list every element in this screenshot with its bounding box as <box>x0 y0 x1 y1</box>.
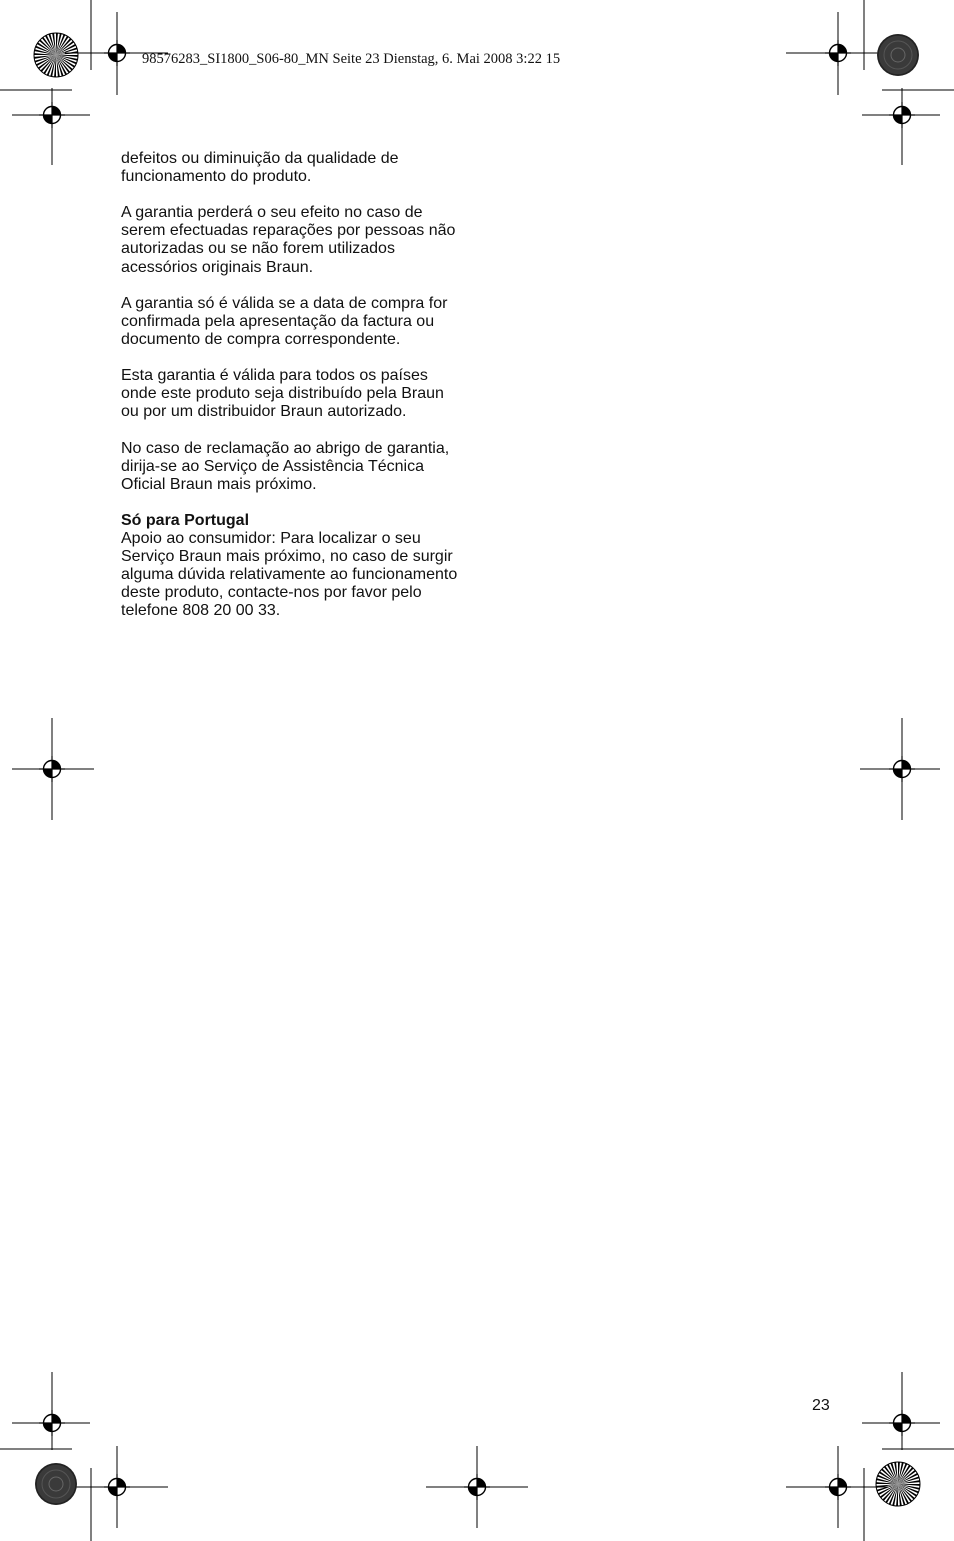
section-text: Apoio ao consumidor: Para localizar o seu Serviço Braun mais próximo, no caso de surgir alguma dúvida relativamente ao funcionamento deste produto, contacte-nos por favor pelo telefone 808 20 00 33. <box>121 529 458 620</box>
crosshair-circle-icon <box>825 1474 851 1500</box>
crosshair-circle-icon <box>39 756 65 782</box>
crosshair-circle-icon <box>889 1410 915 1436</box>
crosshair-circle-icon <box>104 40 130 66</box>
body-paragraph: No caso de reclamação ao abrigo de garantia, dirija-se ao Serviço de Assistência Técnica Oficial Braun mais próximo. <box>121 439 450 493</box>
body-paragraph: defeitos ou diminuição da qualidade de funcionamento do produto. <box>121 150 399 186</box>
body-paragraph: A garantia perderá o seu efeito no caso de serem efectuadas reparações por pessoas não autorizadas ou se não forem utilizados acessórios originais Braun. <box>121 204 456 276</box>
crosshair-circle-icon <box>889 756 915 782</box>
crosshair-circle-icon <box>104 1474 130 1500</box>
section-heading: Só para Portugal <box>121 511 250 529</box>
body-paragraph: Esta garantia é válida para todos os países onde este produto seja distribuído pela Braun ou por um distribuidor Braun autorizado. <box>121 367 444 421</box>
starburst-target-icon <box>876 1462 920 1506</box>
document-body <box>121 150 466 639</box>
portugal-section <box>121 512 466 621</box>
crosshair-circle-icon <box>464 1474 490 1500</box>
crosshair-circle-icon <box>39 102 65 128</box>
crosshair-circle-icon <box>889 102 915 128</box>
crosshair-circle-icon <box>39 1410 65 1436</box>
print-slug: 98576283_SI1800_S06-80_MN Seite 23 Dienstag, 6. Mai 2008 3:22 15 <box>142 51 561 67</box>
density-dot-icon <box>35 1463 77 1505</box>
density-dot-icon <box>877 34 919 76</box>
body-paragraph: A garantia só é válida se a data de compra for confirmada pela apresentação da factura ou documento de compra correspondente. <box>121 294 448 348</box>
starburst-target-icon <box>34 33 78 77</box>
crosshair-circle-icon <box>825 40 851 66</box>
page-number: 23 <box>812 1397 830 1414</box>
